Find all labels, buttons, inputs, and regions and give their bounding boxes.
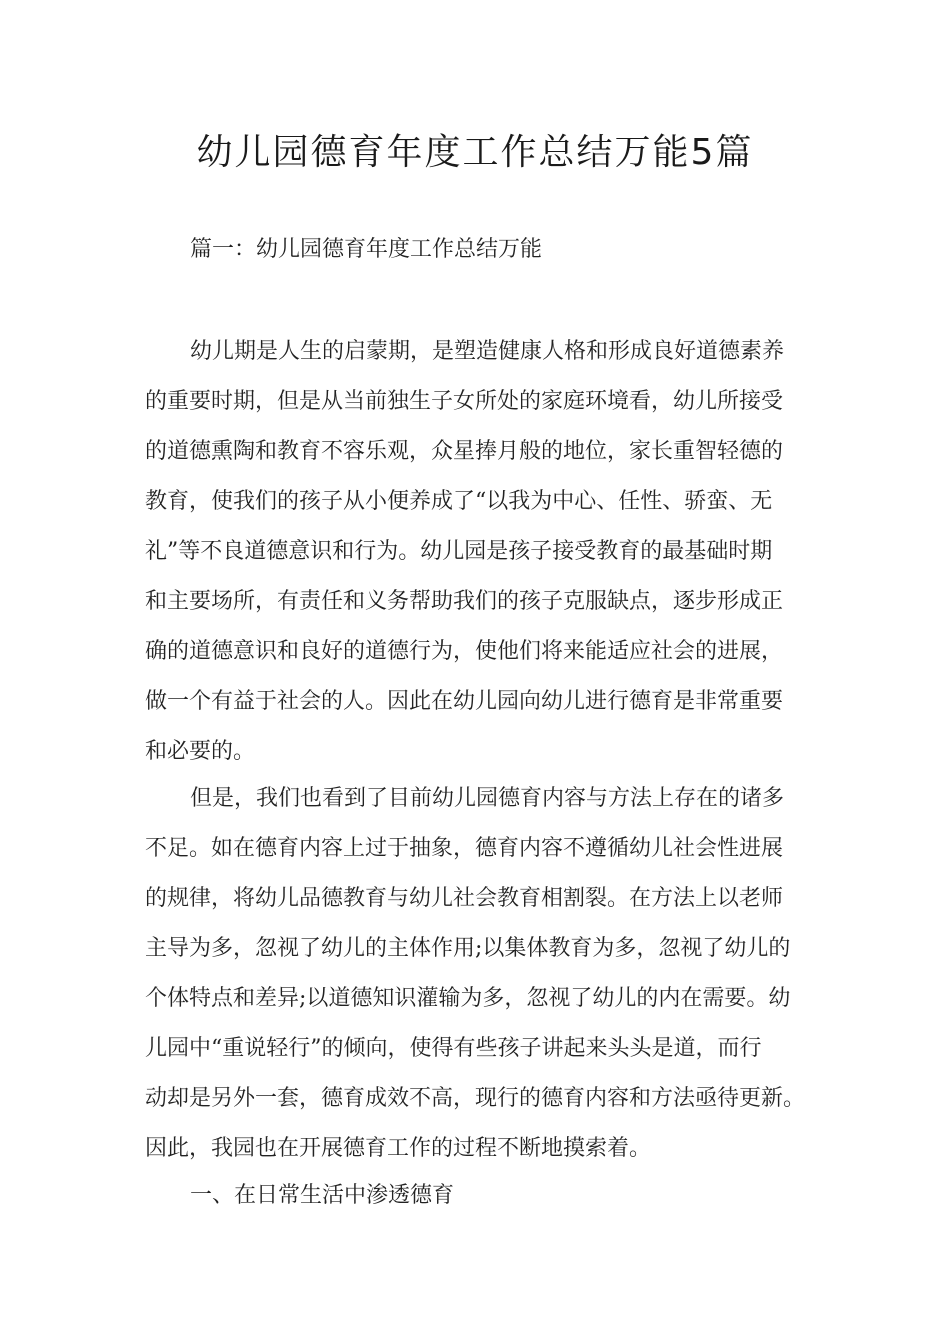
document-title: 幼儿园德育年度工作总结万能5篇 xyxy=(196,132,754,173)
paragraph-line: 个体特点和差异;以道德知识灌输为多，忽视了幼儿的内在需要。幼 xyxy=(145,986,791,1011)
paragraph-shortcomings xyxy=(145,774,815,1174)
paragraph-line: 的道德熏陶和教育不容乐观，众星捧月般的地位，家长重智轻德的 xyxy=(145,439,784,464)
paragraph-line: 儿园中“重说轻行”的倾向，使得有些孩子讲起来头头是道，而行 xyxy=(145,1036,762,1061)
paragraph-line: 和必要的。 xyxy=(145,739,256,764)
paragraph-line: 做一个有益于社会的人。因此在幼儿园向幼儿进行德育是非常重要 xyxy=(145,689,784,714)
paragraph-line: 的重要时期，但是从当前独生子女所处的家庭环境看，幼儿所接受 xyxy=(145,389,784,414)
article-subtitle: 篇一：幼儿园德育年度工作总结万能 xyxy=(190,237,543,262)
paragraph-line: 的规律，将幼儿品德教育与幼儿社会教育相割裂。在方法上以老师 xyxy=(145,886,784,911)
paragraph-intro xyxy=(145,327,815,777)
paragraph-line: 但是，我们也看到了目前幼儿园德育内容与方法上存在的诸多 xyxy=(190,786,785,811)
paragraph-line: 教育，使我们的孩子从小便养成了“以我为中心、任性、骄蛮、无 xyxy=(145,489,773,514)
paragraph-line: 因此，我园也在开展德育工作的过程不断地摸索着。 xyxy=(145,1136,652,1161)
section-heading: 一、在日常生活中渗透德育 xyxy=(190,1183,455,1208)
section-heading-block xyxy=(145,1171,815,1221)
paragraph-line: 主导为多，忽视了幼儿的主体作用;以集体教育为多，忽视了幼儿的 xyxy=(145,936,791,961)
paragraph-line: 礼”等不良道德意识和行为。幼儿园是孩子接受教育的最基础时期 xyxy=(145,539,773,564)
paragraph-line: 确的道德意识和良好的道德行为，使他们将来能适应社会的进展， xyxy=(145,639,784,664)
paragraph-line: 和主要场所，有责任和义务帮助我们的孩子克服缺点，逐步形成正 xyxy=(145,589,784,614)
paragraph-line: 不足。如在德育内容上过于抽象，德育内容不遵循幼儿社会性进展 xyxy=(145,836,784,861)
paragraph-line: 动却是另外一套，德育成效不高，现行的德育内容和方法亟待更新。 xyxy=(145,1086,806,1111)
paragraph-line: 幼儿期是人生的启蒙期，是塑造健康人格和形成良好道德素养 xyxy=(190,339,785,364)
